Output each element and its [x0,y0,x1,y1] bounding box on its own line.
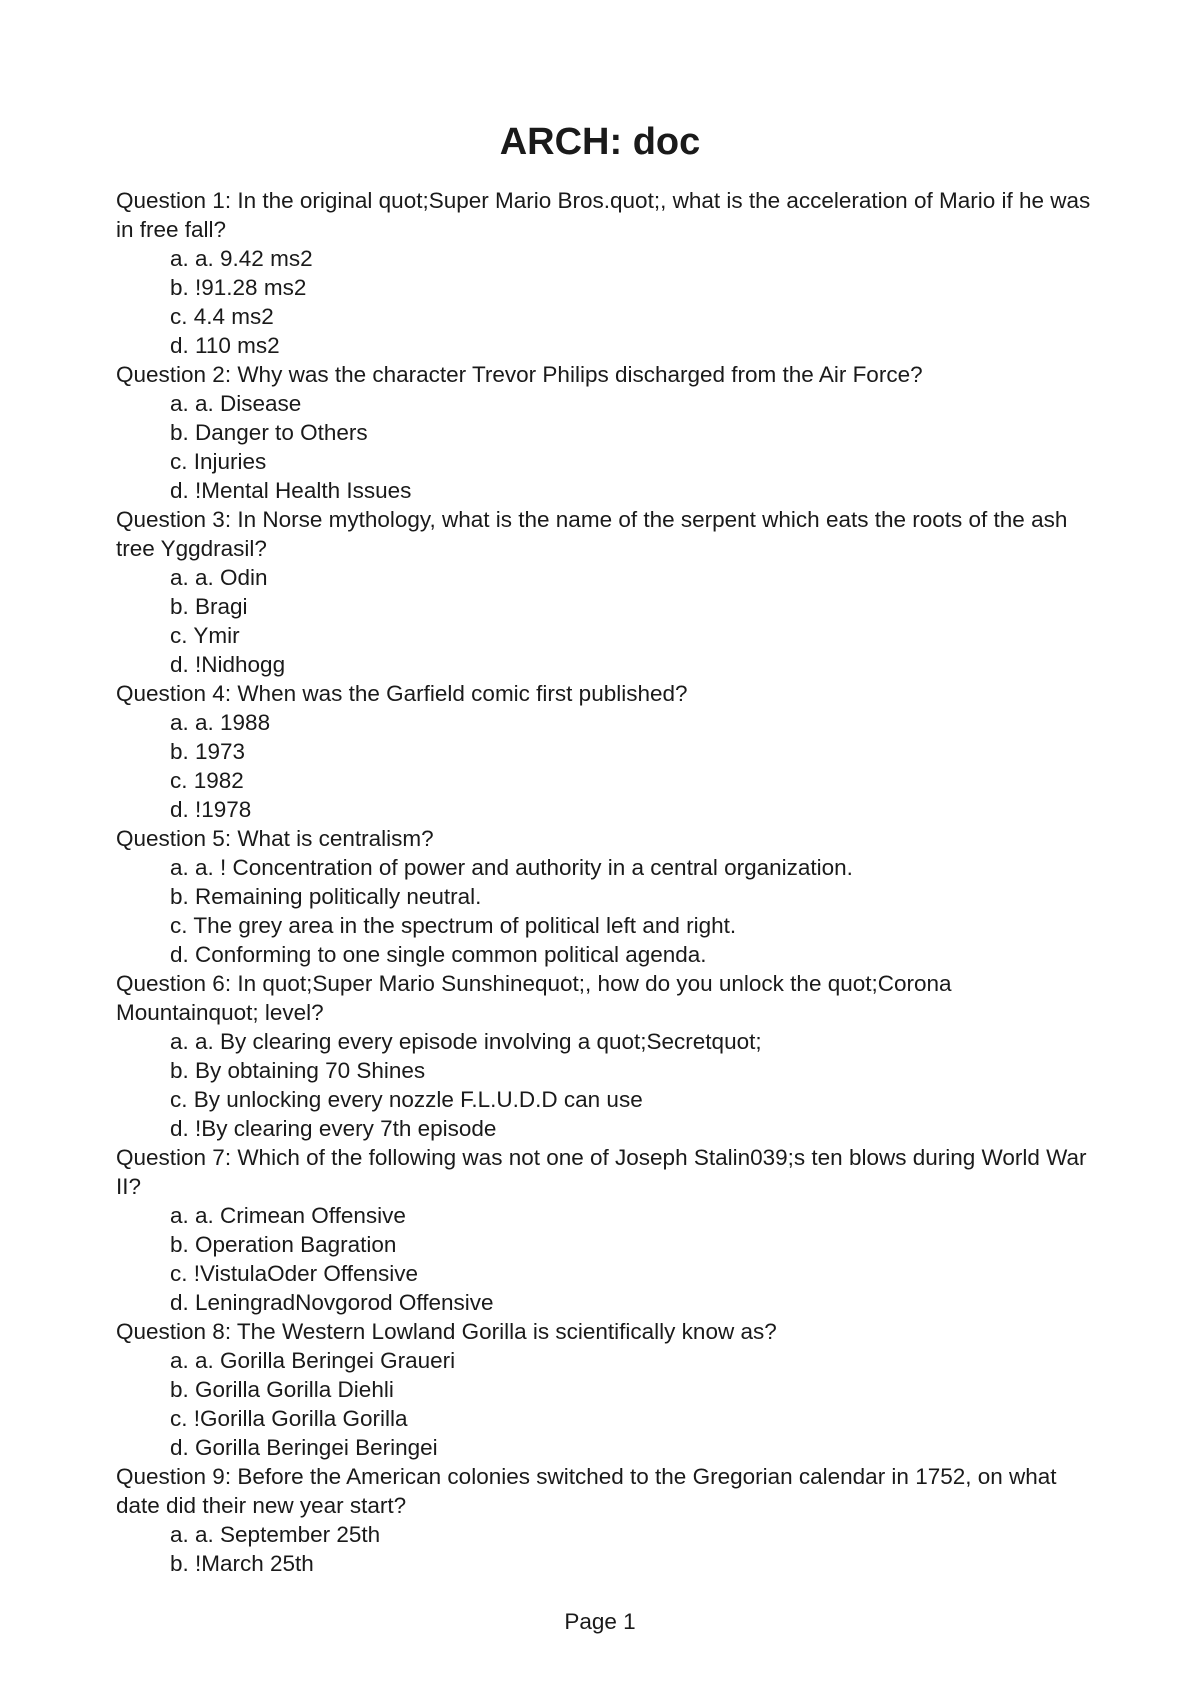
answer-option: b. By obtaining 70 Shines [170,1058,426,1083]
question-text: Question 1: In the original quot;Super Mario Bros.quot;, what is the acceleration of Mario if he was in free fall? [116,188,1091,242]
answer-option: d. !Nidhogg [170,652,286,677]
question-8 [116,1317,1096,1462]
answer-option: a. a. September 25th [170,1522,381,1547]
answer-option: b. Operation Bagration [170,1232,397,1257]
answer-option: c. Injuries [170,449,267,474]
answer-option: a. a. 9.42 ms2 [170,246,313,271]
answer-option: c. 1982 [170,768,244,793]
question-text: Question 5: What is centralism? [116,826,434,851]
document-title: ARCH: doc [499,121,701,163]
answer-option: d. Gorilla Beringei Beringei [170,1435,438,1460]
question-5 [116,824,1096,969]
answer-option: a. a. 1988 [170,710,271,735]
answer-option: c. The grey area in the spectrum of political left and right. [170,913,737,938]
question-6 [116,969,1096,1143]
answer-option: a. a. Disease [170,391,302,416]
question-text: Question 8: The Western Lowland Gorilla is scientifically know as? [116,1319,777,1344]
answer-options [116,389,1096,505]
page-number: Page 1 [564,1609,636,1634]
answer-option: b. !91.28 ms2 [170,275,307,300]
answer-option: b. Danger to Others [170,420,368,445]
answer-option: c. !VistulaOder Offensive [170,1261,419,1286]
question-list [116,186,1096,1578]
answer-option: c. 4.4 ms2 [170,304,274,329]
answer-options [116,708,1096,824]
question-7 [116,1143,1096,1317]
answer-option: b. Gorilla Gorilla Diehli [170,1377,394,1402]
question-text: Question 7: Which of the following was not one of Joseph Stalin039;s ten blows during World War II? [116,1145,1087,1199]
answer-option: b. Remaining politically neutral. [170,884,482,909]
answer-option: a. a. By clearing every episode involving a quot;Secretquot; [170,1029,762,1054]
answer-options [116,563,1096,679]
question-text: Question 9: Before the American colonies switched to the Gregorian calendar in 1752, on what date did their new year start? [116,1464,1057,1518]
answer-option: a. a. Gorilla Beringei Graueri [170,1348,456,1373]
answer-option: d. !1978 [170,797,252,822]
answer-option: c. By unlocking every nozzle F.L.U.D.D can use [170,1087,643,1112]
answer-option: d. !By clearing every 7th episode [170,1116,497,1141]
answer-option: a. a. Crimean Offensive [170,1203,406,1228]
answer-option: d. 110 ms2 [170,333,280,358]
question-1 [116,186,1096,360]
question-9 [116,1462,1096,1578]
question-text: Question 6: In quot;Super Mario Sunshinequot;, how do you unlock the quot;Corona Mountainquot; level? [116,971,952,1025]
answer-options [116,1027,1096,1143]
question-4 [116,679,1096,824]
question-text: Question 3: In Norse mythology, what is the name of the serpent which eats the roots of the ash tree Yggdrasil? [116,507,1068,561]
answer-option: c. Ymir [170,623,240,648]
answer-option: d. LeningradNovgorod Offensive [170,1290,494,1315]
answer-option: c. !Gorilla Gorilla Gorilla [170,1406,408,1431]
question-text: Question 2: Why was the character Trevor Philips discharged from the Air Force? [116,362,923,387]
question-2 [116,360,1096,505]
answer-option: b. !March 25th [170,1551,314,1576]
answer-option: b. Bragi [170,594,248,619]
answer-option: a. a. ! Concentration of power and authority in a central organization. [170,855,853,880]
question-text: Question 4: When was the Garfield comic first published? [116,681,688,706]
answer-options [116,853,1096,969]
answer-option: d. !Mental Health Issues [170,478,412,503]
answer-options [116,1346,1096,1462]
answer-option: d. Conforming to one single common political agenda. [170,942,707,967]
answer-options [116,244,1096,360]
question-3 [116,505,1096,679]
answer-options [116,1520,1096,1578]
answer-option: a. a. Odin [170,565,268,590]
answer-options [116,1201,1096,1317]
answer-option: b. 1973 [170,739,246,764]
